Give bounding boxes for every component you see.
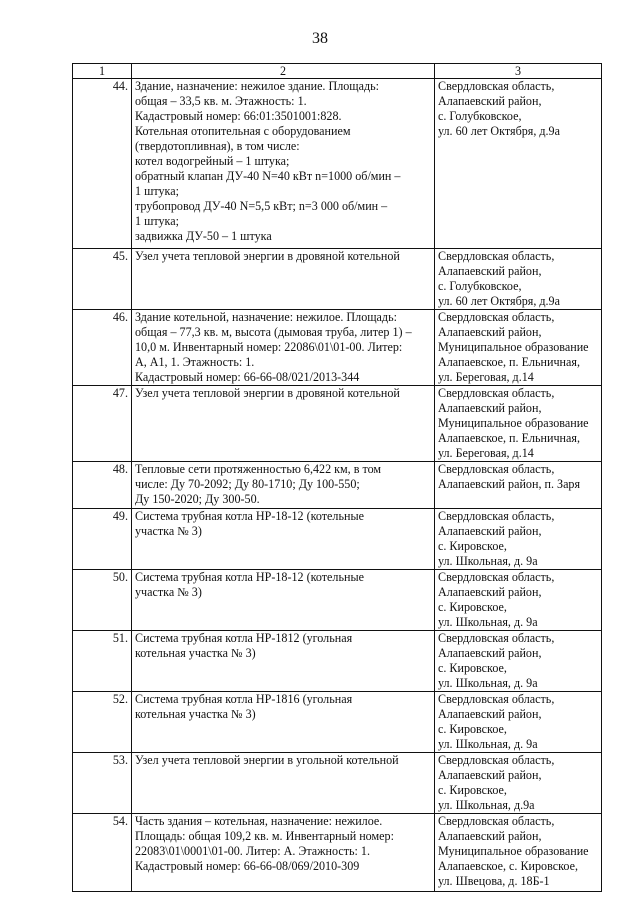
address-line: ул. Школьная, д. 9а: [438, 615, 538, 629]
description-line: Ду 150-2020; Ду 300-50.: [135, 492, 260, 506]
property-address: [435, 462, 602, 509]
description-line: Система трубная котла НР-18-12 (котельные: [135, 509, 364, 523]
address-line: Алапаевское, с. Кировское,: [438, 859, 578, 873]
property-description: [132, 462, 435, 509]
property-description: [132, 249, 435, 310]
address-line: Свердловская область,: [438, 814, 555, 828]
property-address: [435, 753, 602, 814]
property-table: [72, 63, 602, 892]
table-row: [73, 692, 602, 753]
address-line: Свердловская область,: [438, 79, 555, 93]
address-line: Свердловская область,: [438, 386, 555, 400]
header-col-description: 2: [132, 64, 435, 79]
table-row: [73, 509, 602, 570]
description-line: задвижка ДУ-50 – 1 штука: [135, 229, 272, 243]
property-address: [435, 249, 602, 310]
description-line: Узел учета тепловой энергии в дровяной котельной: [135, 249, 400, 263]
address-line: ул. Школьная, д. 9а: [438, 676, 538, 690]
address-line: Алапаевский район,: [438, 325, 542, 339]
row-number: 52.: [73, 692, 132, 753]
address-line: Алапаевский район,: [438, 829, 542, 843]
description-line: Площадь: общая 109,2 кв. м. Инвентарный номер:: [135, 829, 394, 843]
property-address: [435, 814, 602, 892]
address-line: Свердловская область,: [438, 310, 555, 324]
property-description: [132, 509, 435, 570]
address-line: Свердловская область,: [438, 462, 555, 476]
description-line: Часть здания – котельная, назначение: нежилое.: [135, 814, 383, 828]
row-number: 51.: [73, 631, 132, 692]
property-description: [132, 570, 435, 631]
address-line: ул. 60 лет Октября, д.9а: [438, 294, 560, 308]
description-line: Здание котельной, назначение: нежилое. Площадь:: [135, 310, 397, 324]
address-line: Алапаевский район,: [438, 94, 542, 108]
address-line: Свердловская область,: [438, 509, 555, 523]
address-line: ул. Школьная, д.9а: [438, 798, 535, 812]
row-number: 49.: [73, 509, 132, 570]
address-line: Алапаевский район,: [438, 707, 542, 721]
description-line: Система трубная котла НР-1812 (угольная: [135, 631, 353, 645]
row-number: 47.: [73, 386, 132, 462]
description-line: Тепловые сети протяженностью 6,422 км, в том: [135, 462, 382, 476]
address-line: с. Кировское,: [438, 783, 507, 797]
row-number: 53.: [73, 753, 132, 814]
description-line: обратный клапан ДУ-40 N=40 кВт n=1000 об/мин –: [135, 169, 401, 183]
property-description: [132, 814, 435, 892]
address-line: Алапаевский район,: [438, 768, 542, 782]
description-line: 1 штука;: [135, 184, 179, 198]
property-description: [132, 386, 435, 462]
address-line: Свердловская область,: [438, 692, 555, 706]
table-body: [73, 79, 602, 892]
address-line: Алапаевский район,: [438, 646, 542, 660]
row-number: 48.: [73, 462, 132, 509]
description-line: участка № 3): [135, 585, 202, 599]
address-line: ул. Швецова, д. 18Б-1: [438, 874, 550, 888]
description-line: числе: Ду 70-2092; Ду 80-1710; Ду 100-550;: [135, 477, 360, 491]
property-description: [132, 692, 435, 753]
property-address: [435, 79, 602, 249]
address-line: Свердловская область,: [438, 249, 555, 263]
address-line: Алапаевское, п. Ельничная,: [438, 431, 580, 445]
description-line: (твердотопливная), в том числе:: [135, 139, 300, 153]
description-line: Узел учета тепловой энергии в угольной котельной: [135, 753, 399, 767]
description-line: Система трубная котла НР-18-12 (котельные: [135, 570, 364, 584]
property-description: [132, 310, 435, 386]
property-address: [435, 570, 602, 631]
address-line: Алапаевский район,: [438, 401, 542, 415]
address-line: ул. Береговая, д.14: [438, 370, 534, 384]
property-address: [435, 310, 602, 386]
description-line: Кадастровый номер: 66-66-08/069/2010-309: [135, 859, 360, 873]
description-line: Здание, назначение: нежилое здание. Площадь:: [135, 79, 380, 93]
address-line: с. Кировское,: [438, 722, 507, 736]
header-col-number: 1: [73, 64, 132, 79]
address-line: Свердловская область,: [438, 631, 555, 645]
description-line: 10,0 м. Инвентарный номер: 22086\01\01-00. Литер:: [135, 340, 403, 354]
table-row: [73, 462, 602, 509]
description-line: котельная участка № 3): [135, 707, 256, 721]
address-line: Алапаевский район,: [438, 524, 542, 538]
address-line: с. Кировское,: [438, 661, 507, 675]
address-line: Алапаевское, п. Ельничная,: [438, 355, 580, 369]
table-row: [73, 631, 602, 692]
row-number: 45.: [73, 249, 132, 310]
row-number: 44.: [73, 79, 132, 249]
description-line: Котельная отопительная с оборудованием: [135, 124, 351, 138]
row-number: 50.: [73, 570, 132, 631]
property-address: [435, 631, 602, 692]
description-line: общая – 77,3 кв. м, высота (дымовая труба, литер 1) –: [135, 325, 412, 339]
address-line: Алапаевский район,: [438, 264, 542, 278]
description-line: Узел учета тепловой энергии в дровяной котельной: [135, 386, 400, 400]
address-line: ул. Школьная, д. 9а: [438, 737, 538, 751]
header-row: [73, 64, 602, 79]
property-description: [132, 753, 435, 814]
description-line: 22083\01\0001\01-00. Литер: А. Этажность: 1.: [135, 844, 370, 858]
property-address: [435, 509, 602, 570]
row-number: 54.: [73, 814, 132, 892]
table-row: [73, 249, 602, 310]
row-number: 46.: [73, 310, 132, 386]
description-line: котельная участка № 3): [135, 646, 256, 660]
address-line: с. Голубковское,: [438, 109, 522, 123]
header-col-address: 3: [435, 64, 602, 79]
address-line: Алапаевский район,: [438, 585, 542, 599]
table-row: [73, 814, 602, 892]
description-line: Система трубная котла НР-1816 (угольная: [135, 692, 353, 706]
address-line: ул. Школьная, д. 9а: [438, 554, 538, 568]
address-line: Муниципальное образование: [438, 340, 589, 354]
page-number: 38: [312, 30, 328, 47]
description-line: участка № 3): [135, 524, 202, 538]
property-description: [132, 631, 435, 692]
property-address: [435, 386, 602, 462]
table-row: [73, 79, 602, 249]
table-row: [73, 386, 602, 462]
address-line: с. Кировское,: [438, 600, 507, 614]
table-row: [73, 570, 602, 631]
description-line: А, А1, 1. Этажность: 1.: [135, 355, 255, 369]
property-address: [435, 692, 602, 753]
address-line: с. Голубковское,: [438, 279, 522, 293]
description-line: Кадастровый номер: 66:01:3501001:828.: [135, 109, 342, 123]
property-description: [132, 79, 435, 249]
description-line: Кадастровый номер: 66-66-08/021/2013-344: [135, 370, 360, 384]
table-row: [73, 310, 602, 386]
table-row: [73, 753, 602, 814]
address-line: Свердловская область,: [438, 570, 555, 584]
address-line: ул. 60 лет Октября, д.9а: [438, 124, 560, 138]
table-header: [73, 64, 602, 79]
address-line: Алапаевский район, п. Заря: [438, 477, 581, 491]
address-line: Муниципальное образование: [438, 416, 589, 430]
address-line: ул. Береговая, д.14: [438, 446, 534, 460]
description-line: общая – 33,5 кв. м. Этажность: 1.: [135, 94, 307, 108]
address-line: Муниципальное образование: [438, 844, 589, 858]
description-line: котел водогрейный – 1 штука;: [135, 154, 290, 168]
address-line: Свердловская область,: [438, 753, 555, 767]
description-line: 1 штука;: [135, 214, 179, 228]
description-line: трубопровод ДУ-40 N=5,5 кВт; n=3 000 об/мин –: [135, 199, 388, 213]
address-line: с. Кировское,: [438, 539, 507, 553]
